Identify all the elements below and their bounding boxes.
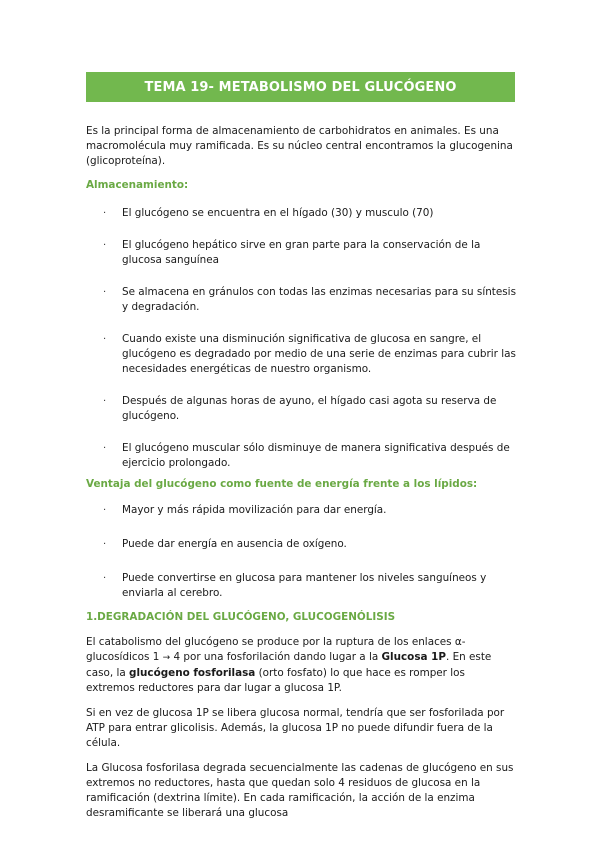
list-item: · Puede convertirse en glucosa para mantener los niveles sanguíneos y enviarla al cerebro. xyxy=(103,572,487,599)
degradation-paragraph-1: El catabolismo del glucógeno se produce por la ruptura de los enlaces α-glucosídicos 1 → 4 por una fosforilación dando lugar a la Glucosa 1P. En este caso, la glucógeno fosforilasa (orto fosfato) lo que hace es romper los extremos reductores para dar lugar a glucosa 1P. xyxy=(86,636,492,694)
bullet-icon: · xyxy=(103,208,107,219)
bullet-icon: · xyxy=(103,443,107,454)
list-item: · El glucógeno se encuentra en el hígado (30) y musculo (70) xyxy=(103,207,434,219)
arrow-icon: → xyxy=(162,653,171,663)
bullet-icon: · xyxy=(103,573,107,584)
document-body xyxy=(86,124,516,831)
bullet-icon: · xyxy=(103,539,107,550)
list-item: · El glucógeno muscular sólo disminuye de manera significativa después de ejercicio prolongado. xyxy=(103,442,510,469)
degradation-paragraph-2: Si en vez de glucosa 1P se libera glucosa normal, tendría que ser fosforilada por ATP para entrar glicolisis. Además, la glucosa 1P no puede difundir fuera de la célula. xyxy=(86,707,505,749)
bold-term: glucógeno fosforilasa xyxy=(129,667,256,679)
bullet-icon: · xyxy=(103,505,107,516)
list-item: · Mayor y más rápida movilización para dar energía. xyxy=(103,504,387,516)
storage-list xyxy=(86,206,516,471)
advantage-heading: Ventaja del glucógeno como fuente de energía frente a los lípidos: xyxy=(86,478,478,490)
list-item: · Puede dar energía en ausencia de oxígeno. xyxy=(103,538,347,550)
degradation-paragraph-3: La Glucosa fosforilasa degrada secuencialmente las cadenas de glucógeno en sus extremos no reductores, hasta que quedan solo 4 residuos de glucosa en la ramificación (dextrina límite). En cada ramificación, la acción de la enzima desramificante se liberará una glucosa xyxy=(86,762,514,819)
intro-paragraph: Es la principal forma de almacenamiento de carbohidratos en animales. Es una macromolécula muy ramificada. Es su núcleo central encontramos la glucogenina (glicoproteína). xyxy=(86,125,513,167)
list-item: · Después de algunas horas de ayuno, el hígado casi agota su reserva de glucógeno. xyxy=(103,395,497,422)
bullet-icon: · xyxy=(103,287,107,298)
advantage-list xyxy=(86,503,516,601)
storage-heading: Almacenamiento: xyxy=(86,179,189,191)
degradation-heading: 1.DEGRADACIÓN DEL GLUCÓGENO, GLUCOGENÓLISIS xyxy=(86,611,396,623)
bullet-icon: · xyxy=(103,334,107,345)
list-item: · Cuando existe una disminución significativa de glucosa en sangre, el glucógeno es degradado por medio de una serie de enzimas para cubrir las necesidades energéticas de nuestro organismo. xyxy=(103,333,516,375)
bullet-icon: · xyxy=(103,240,107,251)
list-item: · Se almacena en gránulos con todas las enzimas necesarias para su síntesis y degradación. xyxy=(103,286,516,313)
bullet-icon: · xyxy=(103,396,107,407)
bold-term: Glucosa 1P xyxy=(381,651,446,663)
page-title: TEMA 19- METABOLISMO DEL GLUCÓGENO xyxy=(86,72,515,102)
list-item: · El glucógeno hepático sirve en gran parte para la conservación de la glucosa sanguínea xyxy=(103,239,481,266)
